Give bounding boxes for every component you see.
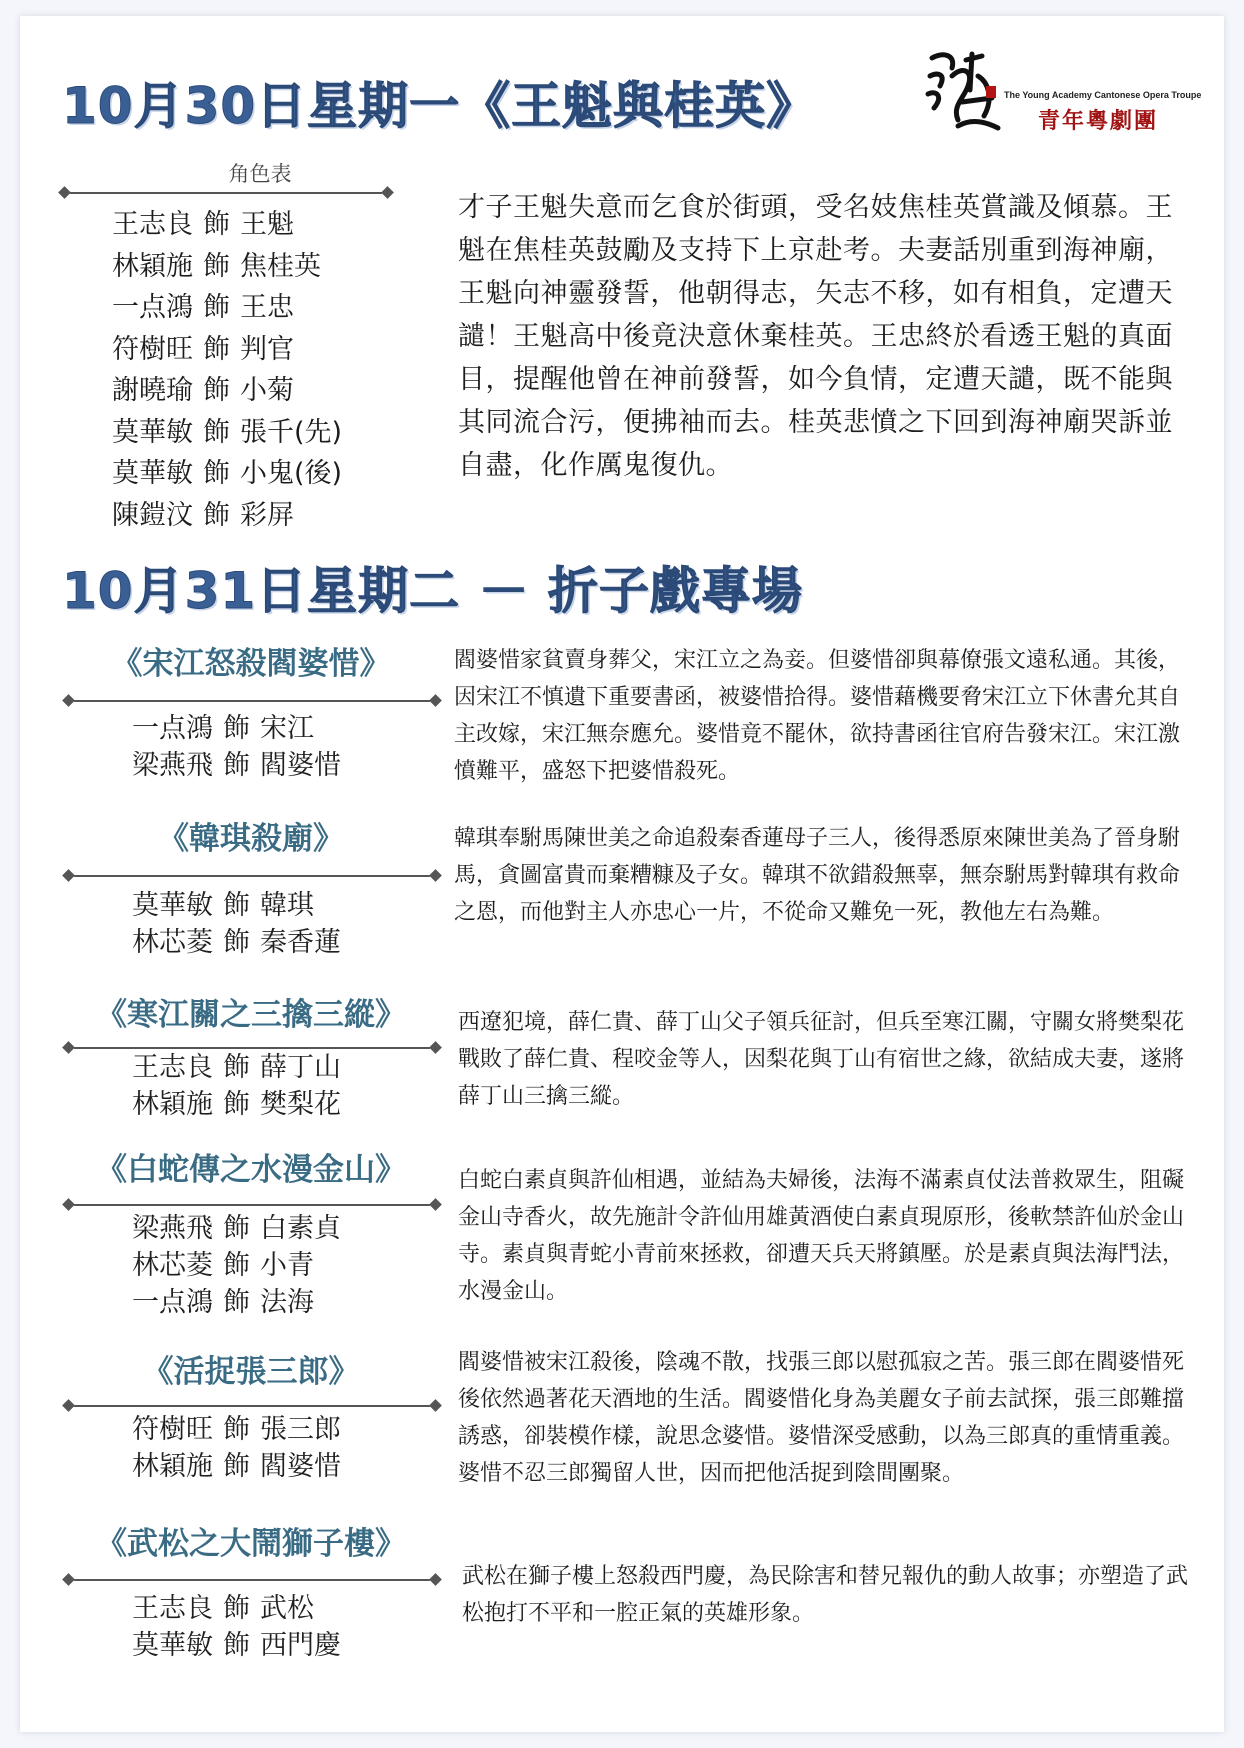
role-name: 王忠 [240,292,294,323]
cast-entry [132,1086,341,1123]
cast-entry [112,329,342,371]
excerpt-title: 《白蛇傳之水漫金山》 [96,1152,406,1188]
logo-chinese-name: 青年粵劇團 [1038,108,1159,134]
role-name: 法海 [260,1287,314,1318]
actor-name: 王志良 [112,209,193,240]
excerpt-title: 《寒江關之三擒三縱》 [96,997,406,1033]
plays-label: 飾 [203,499,230,531]
actor-name: 林穎施 [132,1089,213,1120]
actor-name: 林芯菱 [132,927,213,958]
actor-name: 王志良 [132,1593,213,1624]
cast-entry [112,370,342,412]
cast-entry [132,1284,341,1321]
role-name: 韓琪 [260,890,314,921]
plays-label: 飾 [223,1250,250,1281]
cast-entry [132,1049,341,1086]
actor-name: 梁燕飛 [132,750,213,781]
excerpt-title: 《活捉張三郎》 [142,1354,360,1390]
actor-name: 一点鴻 [112,292,193,323]
plays-label: 飾 [223,1287,250,1318]
excerpt-divider [64,694,440,708]
plays-label: 飾 [203,416,230,448]
excerpt-cast-list [132,710,341,784]
role-name: 閻婆惜 [260,1451,341,1482]
actor-name: 一点鴻 [132,1287,213,1318]
cast-entry [112,204,342,246]
cast-entry [132,1247,341,1284]
cast-entry [132,1590,341,1627]
cast-entry [132,887,341,924]
cast-entry [132,1210,341,1247]
excerpt-divider [64,1573,440,1587]
plays-label: 飾 [223,1414,250,1445]
plays-label: 飾 [223,1089,250,1120]
actor-name: 林芯菱 [132,1250,213,1281]
plays-label: 飾 [223,1052,250,1083]
plays-label: 飾 [223,1593,250,1624]
role-name: 焦桂英 [240,250,321,282]
role-name: 判官 [240,333,294,365]
excerpt-title: 《武松之大鬧獅子樓》 [96,1526,406,1562]
plays-label: 飾 [203,209,230,240]
role-name: 張千(先) [240,416,343,448]
cast-entry [112,287,342,329]
program-page [20,16,1224,1732]
actor-name: 莫華敏 [112,458,193,489]
actor-name: 林穎施 [112,250,193,282]
plays-label: 飾 [223,750,250,781]
role-name: 西門慶 [260,1630,341,1661]
troupe-logo [922,46,1212,136]
role-name: 小青 [260,1250,314,1281]
plays-label: 飾 [203,292,230,323]
day2-title: 10月31日星期二 － 折子戲專場 [62,562,803,620]
actor-name: 莫華敏 [132,1630,213,1661]
role-name: 樊梨花 [260,1089,341,1120]
excerpt-synopsis: 閻婆惜被宋江殺後，陰魂不散，找張三郎以慰孤寂之苦。張三郎在閻婆惜死後依然過著花天酒地的生活。閻婆惜化身為美麗女子前去試探，張三郎難擋誘惑，卻裝模作樣，說思念婆惜。婆惜深受感動，以為三郎真的重情重義。婆惜不忍三郎獨留人世，因而把他活捉到陰間團聚。 [458,1350,1185,1486]
excerpt-synopsis: 武松在獅子樓上怒殺西門慶，為民除害和替兄報仇的動人故事；亦塑造了武松抱打不平和一腔正氣的英雄形象。 [462,1564,1189,1626]
day1-synopsis: 才子王魁失意而乞食於街頭，受名妓焦桂英賞識及傾慕。王魁在焦桂英鼓勵及支持下上京赴考。夫妻話別重到海神廟，王魁向神靈發誓，他朝得志，矢志不移，如有相負，定遭天譴！王魁高中後竟決意休棄桂英。王忠終於看透王魁的真面目，提醒他曾在神前發誓，如今負情，定遭天譴，既不能與其同流合污，便拂袖而去。桂英悲憤之下回到海神廟哭訴並自盡，化作厲鬼復仇。 [458,192,1173,481]
cast-entry [132,710,341,747]
actor-name: 符樹旺 [112,333,193,365]
excerpt-synopsis: 白蛇白素貞與許仙相遇，並結為夫婦後，法海不滿素貞仗法普救眾生，阻礙金山寺香火，故先施計令許仙用雄黃酒使白素貞現原形，後軟禁許仙於金山寺。素貞與青蛇小青前來拯救，卻遭天兵天將鎮壓。於是素貞與法海鬥法，水漫金山。 [458,1168,1185,1304]
logo-english-name: The Young Academy Cantonese Opera Troupe [1004,90,1202,100]
excerpt-cast-list [132,1590,341,1664]
role-name: 宋江 [260,713,314,744]
actor-name: 王志良 [132,1052,213,1083]
plays-label: 飾 [223,1213,250,1244]
excerpt-cast-list [132,887,341,961]
role-list-label: 角色表 [228,162,292,186]
day1-title: 10月30日星期一《王魁與桂英》 [62,77,818,135]
actor-name: 莫華敏 [112,416,193,448]
plays-label: 飾 [223,1451,250,1482]
excerpt-synopsis: 西遼犯境，薛仁貴、薛丁山父子領兵征討，但兵至寒江關，守關女將樊梨花戰敗了薛仁貴、程咬金等人，因梨花與丁山有宿世之緣，欲結成夫妻，遂將薛丁山三擒三縱。 [458,1010,1185,1109]
role-name: 張三郎 [260,1414,341,1445]
plays-label: 飾 [203,250,230,282]
cast-entry [132,1627,341,1664]
cast-entry [132,1448,341,1485]
plays-label: 飾 [223,890,250,921]
cast-entry [132,747,341,784]
excerpt-divider [64,869,440,883]
role-name: 白素貞 [260,1213,341,1244]
excerpt-synopsis: 閻婆惜家貧賣身葬父，宋江立之為妾。但婆惜卻與幕僚張文遠私通。其後，因宋江不慎遺下重要書函，被婆惜拾得。婆惜藉機要脅宋江立下休書允其自主改嫁，宋江無奈應允。婆惜竟不罷休，欲持書函往官府告發宋江。宋江激憤難平，盛怒下把婆惜殺死。 [454,648,1181,784]
role-list-divider [60,186,392,200]
excerpt-cast-list [132,1210,341,1321]
actor-name: 謝曉瑜 [112,375,193,406]
role-name: 秦香蓮 [260,927,341,958]
excerpt-synopsis: 韓琪奉駙馬陳世美之命追殺秦香蓮母子三人，後得悉原來陳世美為了晉身駙馬，貪圖富貴而棄糟糠及子女。韓琪不欲錯殺無辜，無奈駙馬對韓琪有救命之恩，而他對主人亦忠心一片，不從命又難免一死，教他左右為難。 [454,826,1181,925]
plays-label: 飾 [223,713,250,744]
actor-name: 一点鴻 [132,713,213,744]
actor-name: 莫華敏 [132,890,213,921]
plays-label: 飾 [203,333,230,365]
calligraphy-logo-icon [922,46,1002,132]
plays-label: 飾 [223,1630,250,1661]
excerpt-title: 《韓琪殺廟》 [158,821,344,857]
cast-entry [132,1411,341,1448]
cast-entry [112,412,342,454]
cast-entry [132,924,341,961]
cast-entry [112,495,342,537]
role-name: 王魁 [240,209,294,240]
role-name: 武松 [260,1593,314,1624]
actor-name: 陳鎧汶 [112,499,193,531]
role-name: 小菊 [240,375,294,406]
actor-name: 林穎施 [132,1451,213,1482]
excerpt-cast-list [132,1049,341,1123]
role-name: 薛丁山 [260,1052,341,1083]
plays-label: 飾 [223,927,250,958]
cast-entry [112,453,342,495]
plays-label: 飾 [203,458,230,489]
day1-cast-list [112,204,342,536]
role-name: 彩屏 [240,499,294,531]
plays-label: 飾 [203,375,230,406]
role-name: 閻婆惜 [260,750,341,781]
excerpt-title: 《宋江怒殺閻婆惜》 [111,646,391,682]
excerpt-cast-list [132,1411,341,1485]
actor-name: 符樹旺 [132,1414,213,1445]
role-name: 小鬼(後) [240,458,343,489]
actor-name: 梁燕飛 [132,1213,213,1244]
cast-entry [112,246,342,288]
